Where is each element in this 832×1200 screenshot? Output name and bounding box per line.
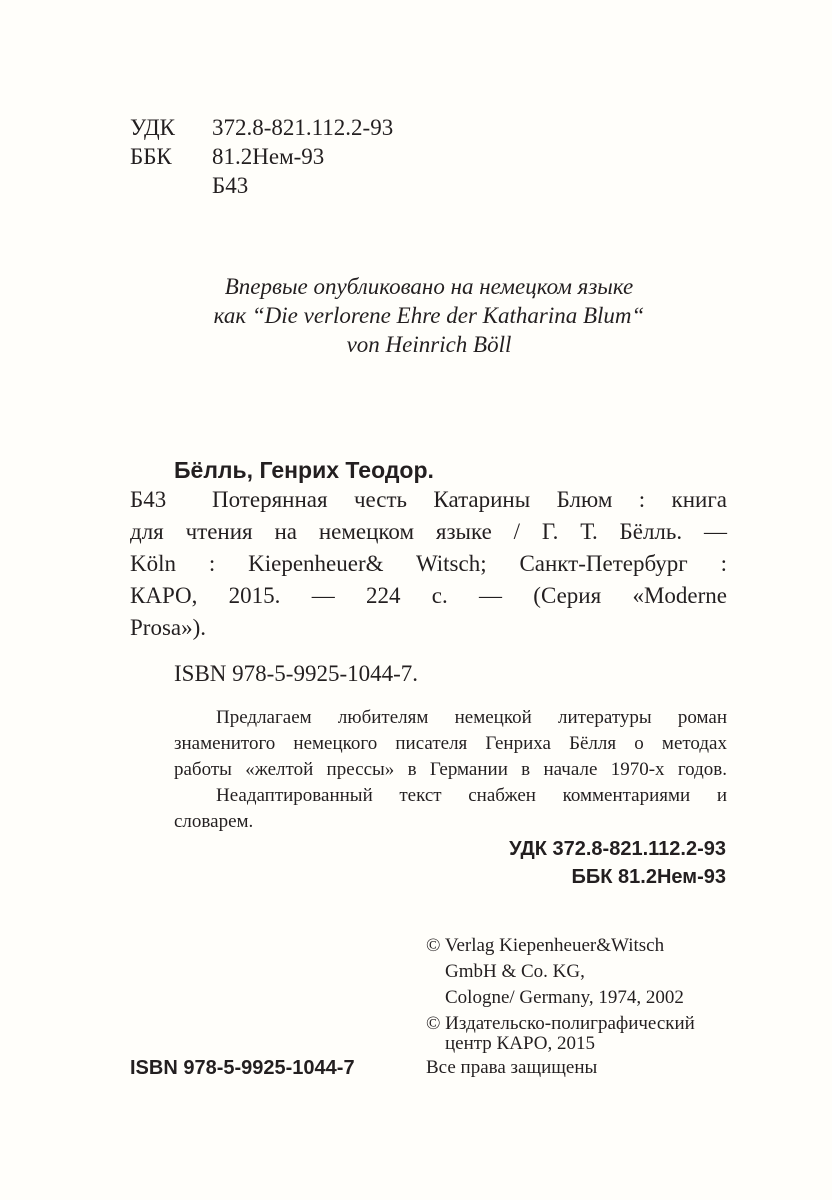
- copyright-line: © Издательско-полиграфический: [426, 1013, 695, 1034]
- annotation-line: словарем.: [174, 811, 254, 832]
- entry-description-line: Потерянная честь Катарины Блюм : книга: [212, 487, 727, 512]
- copyright-line: Cologne/ Germany, 1974, 2002: [445, 987, 684, 1008]
- annotation-line: работы «желтой прессы» в Германии в начале 1970-х годов.: [174, 759, 727, 780]
- copyright-line: GmbH & Co. KG,: [445, 961, 585, 982]
- entry-description-line: Prosa»).: [130, 615, 207, 640]
- all-rights-reserved: Все права защищены: [426, 1057, 598, 1078]
- first-published-line: как “Die verlorene Ehre der Katharina Blum“: [213, 303, 645, 328]
- bbk-row: [130, 143, 324, 171]
- copyright-line: © Verlag Kiepenheuer&Witsch: [426, 935, 665, 956]
- annotation-line: знаменитого немецкого писателя Генриха Бёлля о методах: [174, 733, 727, 754]
- entry-author: Бёлль, Генрих Теодор.: [174, 457, 434, 483]
- first-published-line: Впервые опубликовано на немецком языке: [224, 274, 634, 299]
- entry-description-line: КАРО, 2015. — 224 с. — (Серия «Moderne: [130, 583, 727, 608]
- entry-description-line: для чтения на немецком языке / Г. Т. Бёлль. —: [130, 519, 727, 544]
- bbk-value: 81.2Нем-93: [212, 144, 325, 169]
- author-mark: Б43: [212, 173, 249, 198]
- udk-code-bold: УДК 372.8-821.112.2-93: [509, 838, 726, 860]
- entry-description-line: Köln : Kiepenheuer& Witsch; Санкт-Петербург :: [130, 551, 727, 576]
- entry-author-mark: Б43: [130, 487, 167, 512]
- first-published-note: [130, 272, 728, 359]
- udk-label: УДК: [130, 115, 175, 140]
- isbn-bold: ISBN 978-5-9925-1044-7: [130, 1057, 355, 1079]
- entry-isbn: ISBN 978-5-9925-1044-7.: [174, 661, 419, 686]
- first-published-line: von Heinrich Böll: [346, 332, 512, 357]
- bbk-code-bold: ББК 81.2Нем-93: [571, 866, 726, 888]
- udk-value: 372.8-821.112.2-93: [212, 115, 394, 140]
- annotation-line: Предлагаем любителям немецкой литературы роман: [216, 707, 727, 728]
- author-mark-row: [130, 172, 248, 200]
- annotation-line: Неадаптированный текст снабжен комментариями и: [216, 785, 727, 806]
- bbk-label: ББК: [130, 144, 172, 169]
- udk-row: [130, 114, 393, 142]
- copyright-line: центр КАРО, 2015: [445, 1033, 595, 1054]
